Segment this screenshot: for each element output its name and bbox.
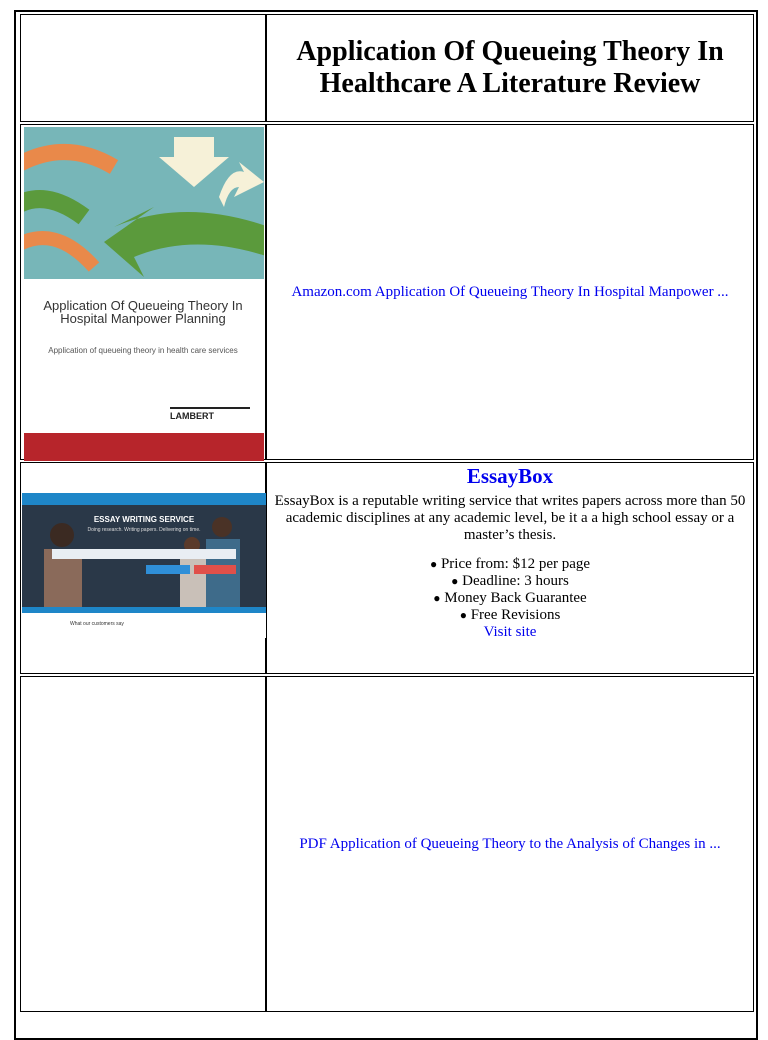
ad-feature: ● Deadline: 3 hours xyxy=(451,573,569,589)
arrows-icon xyxy=(24,127,264,279)
site-order-form xyxy=(52,549,236,559)
results-table xyxy=(14,10,758,1040)
site-blue-stripe xyxy=(22,607,266,613)
ad-title[interactable]: EssayBox xyxy=(466,464,554,488)
site-customers-text: What our customers say xyxy=(70,621,124,627)
site-price-button xyxy=(194,565,236,574)
book-thumbnail-cell xyxy=(20,124,266,460)
page-title-cell xyxy=(266,14,754,122)
site-headline: ESSAY WRITING SERVICE xyxy=(93,515,195,524)
book-cover-image[interactable] xyxy=(24,127,264,461)
bullet-icon: ● xyxy=(451,574,459,588)
ad-cell xyxy=(266,462,754,674)
page-title: Application Of Queueing Theory In Healthcare A Literature Review xyxy=(296,36,724,99)
site-tagline: Doing research. Writing papers. Delivering on time. xyxy=(87,527,201,533)
cover-bottom-band xyxy=(24,433,264,461)
ad-feature: ● Money Back Guarantee xyxy=(433,590,587,606)
site-order-button xyxy=(146,565,190,574)
cover-subtitle: Application of queueing theory in health care services xyxy=(48,346,238,355)
ad-description: EssayBox is a reputable writing service that writes papers across more than 50 academic disciplines at any academic level, be it a a high school essay or a master’s thesis. xyxy=(274,493,746,543)
cover-author xyxy=(142,285,143,291)
visit-site-link[interactable]: Visit site xyxy=(483,624,537,640)
ad-feature: ● Free Revisions xyxy=(459,607,561,623)
cover-art xyxy=(24,127,264,279)
result-link-cell xyxy=(266,676,754,1012)
ad-feature: ● Price from: $12 per page xyxy=(429,556,591,572)
ad-thumbnail-cell xyxy=(20,462,266,674)
bullet-icon: ● xyxy=(433,591,441,605)
cover-title: Application Of Queueing Theory In Hospital Manpower Planning xyxy=(43,298,243,326)
empty-thumbnail-cell xyxy=(20,14,266,122)
bullet-icon: ● xyxy=(429,557,438,571)
bullet-icon: ● xyxy=(459,608,467,622)
result-link-cell xyxy=(266,124,754,460)
amazon-result-link[interactable]: Amazon.com Application Of Queueing Theory In Hospital Manpower ... xyxy=(291,283,729,300)
essaybox-screenshot[interactable] xyxy=(22,493,266,638)
publisher-logo: LAMBERT xyxy=(170,407,250,421)
empty-thumbnail-cell xyxy=(20,676,266,1012)
pdf-result-link[interactable]: PDF Application of Queueing Theory to the Analysis of Changes in ... xyxy=(299,835,721,852)
site-nav-bar xyxy=(22,493,266,505)
